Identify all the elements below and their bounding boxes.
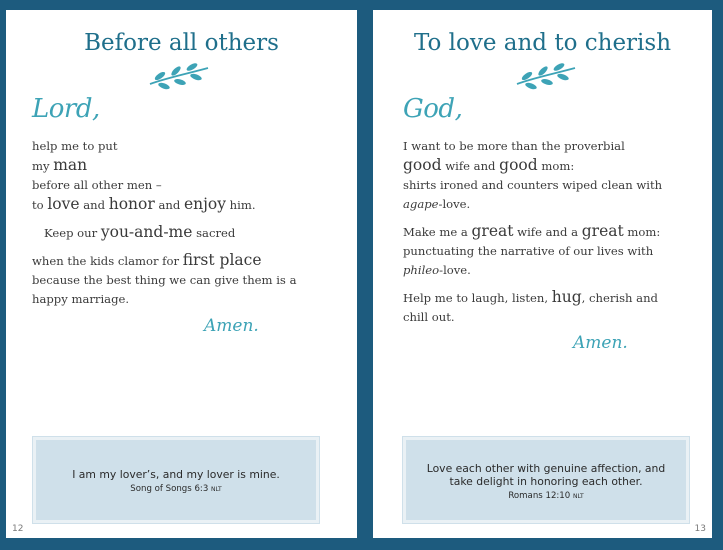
prayer-line: good wife and good mom: <box>403 156 575 174</box>
emphasis-word: great <box>471 222 514 240</box>
prayer-line: before all other men – <box>32 178 162 192</box>
page-number: 13 <box>694 524 706 534</box>
left-page <box>6 10 357 538</box>
page-number: 12 <box>12 524 24 534</box>
prayer-line: shirts ironed and counters wiped clean with <box>403 178 663 192</box>
prayer-line: my man <box>32 156 88 174</box>
emphasis-word: hug <box>551 288 582 306</box>
emphasis-word: man <box>53 156 88 174</box>
emphasis-word: good <box>403 156 442 174</box>
verse-quote: I am my lover’s, and my lover is mine. <box>72 468 280 481</box>
amen-closing: Amen. <box>573 333 628 353</box>
bible-version: NLT <box>572 493 584 500</box>
prayer-text <box>403 137 703 327</box>
prayer-line: Make me a great wife and a great mom: <box>403 222 661 240</box>
prayer-line: agape-love. <box>403 197 471 211</box>
prayer-line: to love and honor and enjoy him. <box>32 195 256 213</box>
prayer-line: when the kids clamor for first place <box>32 251 262 269</box>
emphasis-word: first place <box>182 251 262 269</box>
salutation: God, <box>403 94 463 124</box>
leaf-sprig-icon <box>146 62 212 92</box>
verse-box <box>403 437 689 523</box>
prayer-line: happy marriage. <box>32 292 130 306</box>
emphasis-word: great <box>581 222 624 240</box>
amen-closing: Amen. <box>204 316 259 336</box>
emphasis-word: honor <box>108 195 155 213</box>
page-title: To love and to cherish <box>413 30 672 56</box>
prayer-line: Keep our you-and-me sacred <box>44 223 236 241</box>
page-title: Before all others <box>84 30 279 56</box>
emphasis-word: good <box>499 156 538 174</box>
prayer-line: I want to be more than the proverbial <box>403 139 625 153</box>
prayer-text <box>32 137 347 309</box>
bible-version: NLT <box>211 486 222 493</box>
prayer-line: chill out. <box>403 310 455 324</box>
prayer-line: phileo-love. <box>403 263 471 277</box>
verse-reference: Romans 12:10 NLT <box>508 491 584 501</box>
verse-box <box>33 437 319 523</box>
prayer-line: because the best thing we can give them is a <box>32 273 297 287</box>
right-page <box>373 10 712 538</box>
verse-quote: Love each other with genuine affection, and take delight in honoring each other. <box>426 462 666 488</box>
prayer-line: punctuating the narrative of our lives with <box>403 244 654 258</box>
prayer-line: Help me to laugh, listen, hug, cherish and <box>403 288 658 306</box>
emphasis-word: love <box>47 195 80 213</box>
verse-reference: Song of Songs 6:3 NLT <box>130 484 222 494</box>
emphasis-word: enjoy <box>183 195 226 213</box>
salutation: Lord, <box>32 94 100 124</box>
leaf-sprig-icon <box>513 62 579 92</box>
emphasis-word: you-and-me <box>100 223 193 241</box>
prayer-line: help me to put <box>32 139 118 153</box>
